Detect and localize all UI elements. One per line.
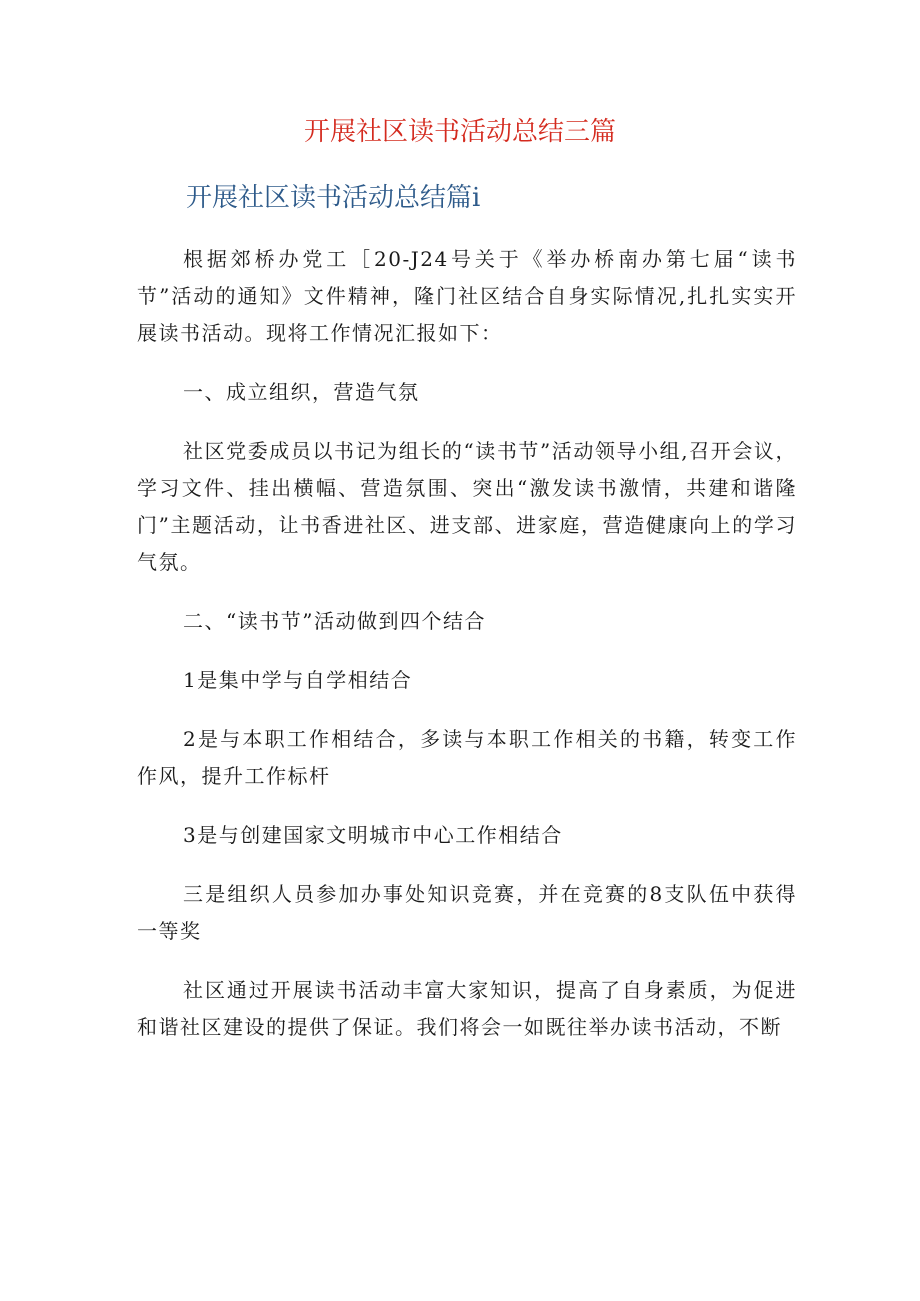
paragraph-heading-2: 二、“读书节”活动做到四个结合 [183, 609, 486, 633]
section-title: 开展社区读书活动总结篇i [186, 183, 481, 213]
paragraph-heading-1: 一、成立组织，营造气氛 [183, 380, 420, 404]
document-title: 开展社区读书活动总结三篇 [303, 117, 616, 147]
paragraph-item-1: 1是集中学与自学相结合 [183, 668, 413, 692]
paragraph-item-4: 三是组织人员参加办事处知识竞赛，并在竞赛的8支队伍中获得一等奖 [137, 882, 797, 943]
document-body [137, 241, 797, 1068]
paragraph-organization: 社区党委成员以书记为组长的“读书节”活动领导小组,召开会议，学习文件、挂出横幅、营造氛围、突出“激发读书激情，共建和谐隆门”主题活动，让书香进社区、进支部、进家庭，营造健康向上的学习气氛。 [137, 439, 797, 574]
paragraph-conclusion: 社区通过开展读书活动丰富大家知识，提高了自身素质，为促进和谐社区建设的提供了保证。我们将会一如既往举办读书活动，不断 [137, 978, 797, 1039]
paragraph-intro: 根据郊桥办党工［20-J24号关于《举办桥南办第七届“读书节”活动的通知》文件精神，隆门社区结合自身实际情况,扎扎实实开展读书活动。现将工作情况汇报如下： [137, 247, 797, 345]
paragraph-item-3: 3是与创建国家文明城市中心工作相结合 [183, 823, 563, 847]
paragraph-item-2: 2是与本职工作相结合，多读与本职工作相关的书籍，转变工作作风，提升工作标杆 [137, 727, 797, 788]
